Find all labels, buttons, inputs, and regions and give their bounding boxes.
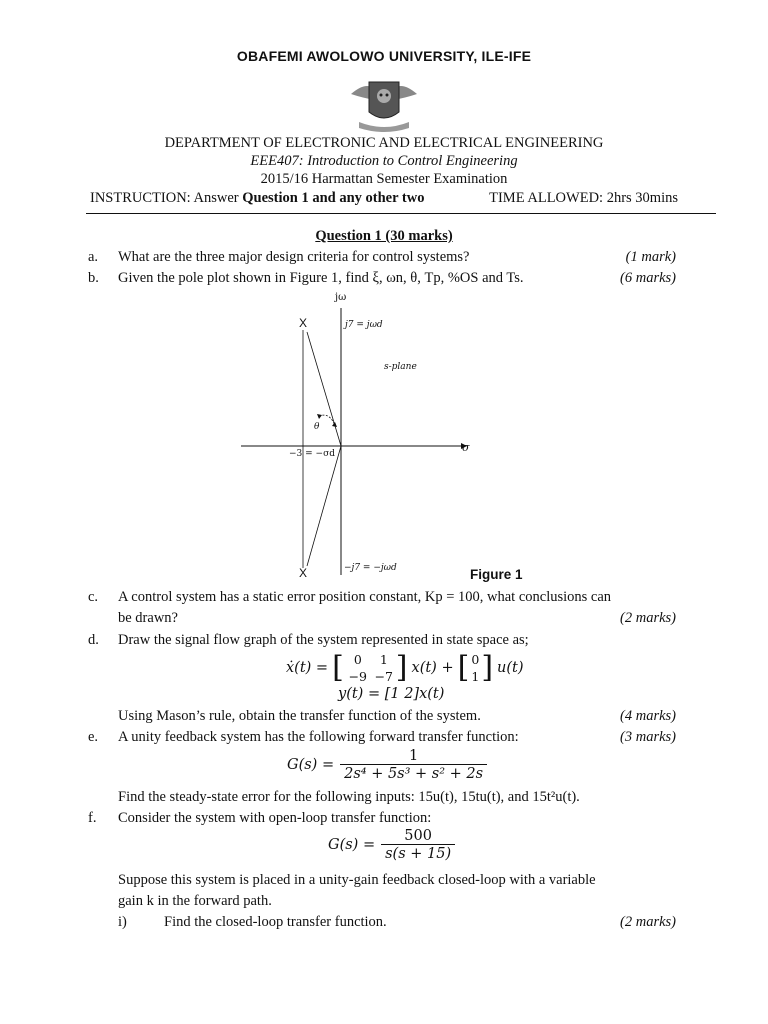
f-lhs: G(s) = bbox=[328, 837, 376, 853]
e-denominator: 2s⁴ + 5s³ + s² + 2s bbox=[340, 764, 487, 782]
equation-f bbox=[328, 828, 455, 862]
item-b-text: Given the pole plot shown in Figure 1, find ξ, ωn, θ, Tp, %OS and Ts. bbox=[118, 270, 524, 286]
state-x-term: x(t) + bbox=[411, 660, 454, 676]
item-b-marks: (6 marks) bbox=[620, 270, 676, 286]
matrix-a: [ 0 1 −9 −7 ] bbox=[332, 650, 408, 685]
item-b-label: b. bbox=[88, 270, 99, 286]
item-c-marks: (2 marks) bbox=[620, 610, 676, 626]
item-c-text2: be drawn? bbox=[118, 610, 178, 626]
upper-pole-line bbox=[307, 332, 341, 446]
state-equation bbox=[286, 650, 524, 686]
item-c-label: c. bbox=[88, 589, 99, 605]
item-i-marks: (2 marks) bbox=[620, 914, 676, 930]
b2: 1 bbox=[471, 669, 480, 684]
e-numerator: 1 bbox=[408, 748, 419, 764]
header-rule bbox=[86, 213, 716, 214]
e-fraction bbox=[340, 748, 487, 782]
item-a-text: What are the three major design criteria for control systems? bbox=[118, 249, 470, 265]
item-e-text: A unity feedback system has the following forward transfer function: bbox=[118, 729, 519, 745]
course-title: EEE407: Introduction to Control Engineering bbox=[250, 153, 518, 169]
item-i-label: i) bbox=[118, 914, 127, 930]
department-name: DEPARTMENT OF ELECTRONIC AND ELECTRICAL ENGINEERING bbox=[164, 135, 604, 151]
e-lhs: G(s) = bbox=[287, 757, 335, 773]
item-e-text2: Find the steady-state error for the following inputs: 15u(t), 15tu(t), and 15t²u(t). bbox=[118, 789, 580, 805]
item-d-text: Draw the signal flow graph of the system represented in state space as; bbox=[118, 632, 529, 648]
state-lhs: ẋ(t) = bbox=[286, 660, 329, 676]
item-d-marks: (4 marks) bbox=[620, 708, 676, 724]
a21: −9 bbox=[348, 669, 368, 684]
upper-pole-marker: X bbox=[299, 316, 308, 330]
real-part-label: −3 = −σd bbox=[289, 449, 335, 459]
lower-pole-marker: X bbox=[299, 566, 308, 580]
upper-pole-label: j7 = jωd bbox=[345, 320, 383, 330]
s-plane-label: s-plane bbox=[384, 362, 417, 372]
a11: 0 bbox=[353, 652, 362, 667]
sigma-axis-label: σ bbox=[462, 441, 470, 454]
instruction bbox=[90, 190, 424, 207]
figure-caption: Figure 1 bbox=[470, 567, 523, 582]
state-u-term: u(t) bbox=[497, 660, 524, 676]
item-c-text: A control system has a static error position constant, Kp = 100, what conclusions can bbox=[118, 589, 612, 605]
lower-pole-label: −j7 = −jωd bbox=[344, 563, 397, 573]
item-d-text2: Using Mason’s rule, obtain the transfer function of the system. bbox=[118, 708, 481, 724]
item-f-text: Consider the system with open-loop transfer function: bbox=[118, 810, 432, 826]
f-fraction bbox=[381, 828, 455, 862]
equation-e bbox=[287, 748, 487, 782]
item-a-label: a. bbox=[88, 249, 99, 265]
jw-axis-label: jω bbox=[335, 292, 347, 303]
university-crest-logo bbox=[345, 72, 423, 134]
theta-arrow-right bbox=[332, 422, 337, 427]
item-f-text3: gain k in the forward path. bbox=[118, 893, 272, 909]
item-e-label: e. bbox=[88, 729, 99, 745]
pole-plot-figure bbox=[235, 290, 475, 590]
instruction-prefix: INSTRUCTION: Answer bbox=[90, 190, 243, 206]
f-denominator: s(s + 15) bbox=[381, 844, 455, 862]
b1: 0 bbox=[471, 652, 480, 667]
instruction-bold: Question 1 and any other two bbox=[242, 190, 425, 206]
time-allowed: TIME ALLOWED: 2hrs 30mins bbox=[489, 190, 678, 206]
a22: −7 bbox=[374, 669, 394, 684]
university-title: OBAFEMI AWOLOWO UNIVERSITY, ILE-IFE bbox=[236, 48, 532, 64]
f-numerator: 500 bbox=[404, 828, 432, 844]
a12: 1 bbox=[379, 652, 388, 667]
item-i-text: Find the closed-loop transfer function. bbox=[164, 914, 387, 930]
item-f-label: f. bbox=[88, 810, 97, 826]
theta-label: θ bbox=[314, 422, 320, 432]
item-f-text2: Suppose this system is placed in a unity-gain feedback closed-loop with a variable bbox=[118, 872, 596, 888]
item-e-marks: (3 marks) bbox=[620, 729, 676, 745]
item-d-label: d. bbox=[88, 632, 99, 648]
semester: 2015/16 Harmattan Semester Examination bbox=[260, 171, 508, 187]
question-heading: Question 1 (30 marks) bbox=[315, 228, 453, 244]
output-equation: y(t) = [1 2]x(t) bbox=[338, 686, 445, 702]
theta-arrow-left bbox=[317, 414, 322, 419]
item-a-marks: (1 mark) bbox=[625, 249, 676, 265]
lower-pole-line bbox=[307, 446, 341, 566]
matrix-b: [ 0 1 ] bbox=[457, 650, 494, 685]
